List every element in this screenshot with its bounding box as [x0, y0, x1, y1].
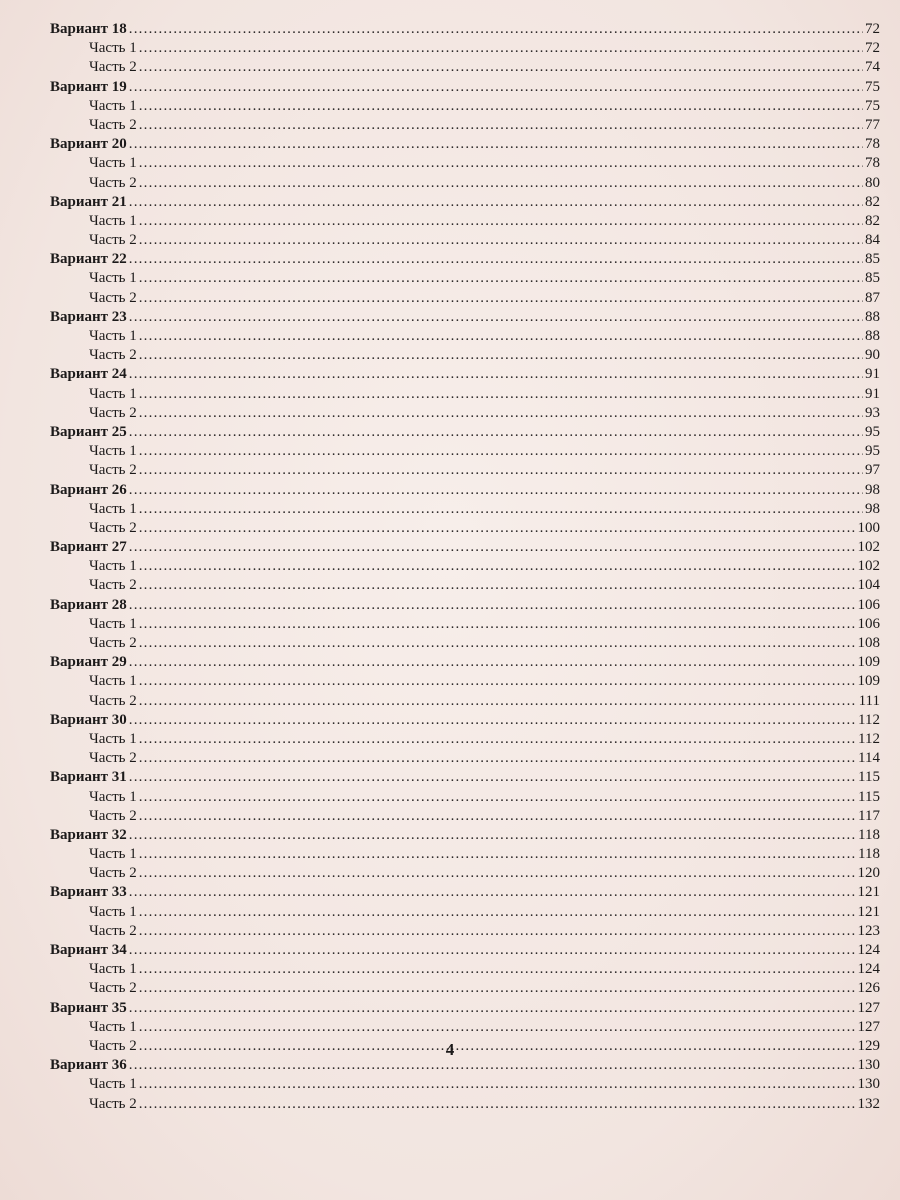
toc-entry-page: 111: [858, 692, 880, 709]
toc-entry-label: Часть 1: [89, 40, 137, 57]
toc-entry-part: [50, 212, 880, 231]
toc-entry-page: 72: [865, 21, 880, 37]
toc-entry-part: [50, 788, 880, 807]
toc-entry-label: Вариант 35: [50, 999, 127, 1016]
dot-leader: [129, 135, 863, 154]
toc-entry-variant: [50, 653, 880, 672]
page-number: 4: [445, 1040, 455, 1059]
toc-entry-page: 109: [857, 654, 880, 671]
toc-entry-label: Часть 1: [89, 155, 137, 172]
dot-leader: [129, 999, 856, 1018]
dot-leader: [139, 212, 863, 231]
toc-entry-label: Часть 1: [89, 1018, 137, 1035]
toc-entry-label: Вариант 21: [50, 193, 127, 210]
dot-leader: [139, 1095, 856, 1114]
dot-leader: [139, 864, 856, 883]
dot-leader: [129, 20, 863, 39]
toc-entry-part: [50, 1095, 880, 1114]
dot-leader: [129, 250, 863, 269]
toc-entry-page: 97: [865, 462, 880, 479]
toc-entry-label: Часть 2: [89, 922, 137, 939]
toc-entry-label: Часть 2: [89, 519, 137, 536]
dot-leader: [139, 807, 856, 826]
toc-entry-label: Вариант 28: [50, 596, 127, 613]
toc-entry-part: [50, 749, 880, 768]
toc-entry-variant: [50, 999, 880, 1018]
dot-leader: [139, 116, 863, 135]
dot-leader: [139, 1075, 856, 1094]
toc-entry-variant: [50, 883, 880, 902]
toc-entry-part: [50, 97, 880, 116]
dot-leader: [129, 193, 863, 212]
table-of-contents: [50, 20, 880, 1114]
toc-entry-label: Вариант 33: [50, 884, 127, 901]
toc-entry-label: Часть 1: [89, 788, 137, 805]
toc-entry-page: 118: [858, 826, 880, 843]
dot-leader: [139, 404, 863, 423]
dot-leader: [139, 289, 863, 308]
toc-entry-label: Вариант 26: [50, 481, 127, 498]
dot-leader: [129, 653, 856, 672]
dot-leader: [129, 768, 856, 787]
toc-entry-part: [50, 1075, 880, 1094]
dot-leader: [129, 711, 856, 730]
toc-entry-part: [50, 519, 880, 538]
toc-entry-page: 91: [865, 366, 880, 383]
toc-entry-page: 98: [865, 481, 880, 498]
toc-entry-page: 129: [857, 1037, 880, 1054]
toc-entry-label: Часть 2: [89, 807, 137, 824]
dot-leader: [139, 634, 856, 653]
toc-entry-variant: [50, 941, 880, 960]
toc-entry-label: Часть 1: [89, 212, 137, 229]
toc-entry-label: Часть 2: [89, 232, 137, 249]
toc-entry-part: [50, 730, 880, 749]
toc-entry-variant: [50, 250, 880, 269]
dot-leader: [139, 385, 863, 404]
dot-leader: [129, 941, 856, 960]
toc-entry-label: Часть 1: [89, 615, 137, 632]
toc-entry-page: 118: [858, 846, 880, 863]
toc-entry-label: Часть 2: [89, 750, 137, 767]
toc-entry-variant: [50, 365, 880, 384]
toc-entry-label: Часть 2: [89, 116, 137, 133]
toc-entry-label: Вариант 18: [50, 21, 127, 37]
dot-leader: [139, 327, 863, 346]
toc-entry-part: [50, 864, 880, 883]
dot-leader: [139, 692, 857, 711]
toc-entry-label: Часть 1: [89, 903, 137, 920]
toc-entry-page: 106: [857, 596, 880, 613]
dot-leader: [139, 922, 856, 941]
toc-entry-page: 91: [865, 385, 880, 402]
toc-entry-label: Часть 2: [89, 59, 137, 76]
toc-entry-label: Вариант 27: [50, 539, 127, 556]
toc-entry-part: [50, 442, 880, 461]
toc-entry-page: 124: [857, 961, 880, 978]
toc-entry-label: Часть 2: [89, 289, 137, 306]
toc-entry-label: Часть 1: [89, 97, 137, 114]
dot-leader: [139, 231, 863, 250]
toc-entry-page: 72: [865, 40, 880, 57]
toc-entry-page: 130: [857, 1057, 880, 1074]
toc-entry-part: [50, 845, 880, 864]
toc-entry-page: 100: [857, 519, 880, 536]
toc-entry-label: Вариант 36: [50, 1057, 127, 1074]
toc-entry-label: Часть 1: [89, 385, 137, 402]
toc-entry-variant: [50, 423, 880, 442]
toc-entry-page: 132: [857, 1095, 880, 1112]
toc-entry-label: Часть 1: [89, 961, 137, 978]
dot-leader: [139, 154, 863, 173]
dot-leader: [139, 557, 856, 576]
toc-entry-label: Часть 2: [89, 980, 137, 997]
toc-entry-label: Вариант 20: [50, 136, 127, 153]
dot-leader: [139, 269, 863, 288]
toc-entry-part: [50, 231, 880, 250]
toc-entry-page: 121: [857, 884, 880, 901]
toc-entry-page: 124: [857, 942, 880, 958]
toc-entry-page: 123: [857, 922, 880, 939]
toc-entry-variant: [50, 768, 880, 787]
dot-leader: [139, 576, 856, 595]
toc-entry-page: 102: [857, 539, 880, 556]
toc-entry-part: [50, 154, 880, 173]
dot-leader: [139, 788, 856, 807]
dot-leader: [129, 596, 856, 615]
dot-leader: [139, 442, 863, 461]
toc-entry-label: Часть 2: [89, 635, 137, 651]
toc-entry-label: Часть 1: [89, 730, 137, 747]
toc-entry-page: 78: [865, 155, 880, 172]
dot-leader: [139, 346, 863, 365]
toc-entry-page: 117: [858, 807, 880, 824]
toc-entry-part: [50, 557, 880, 576]
toc-entry-part: [50, 634, 880, 653]
toc-entry-part: [50, 500, 880, 519]
toc-entry-label: Часть 1: [89, 500, 137, 517]
toc-entry-part: [50, 174, 880, 193]
toc-entry-label: Вариант 22: [50, 251, 127, 268]
toc-entry-label: Вариант 24: [50, 366, 127, 383]
dot-leader: [139, 903, 856, 922]
toc-entry-part: [50, 116, 880, 135]
dot-leader: [139, 500, 863, 519]
dot-leader: [139, 730, 856, 749]
toc-entry-label: Вариант 32: [50, 826, 127, 843]
toc-entry-page: 95: [865, 443, 880, 460]
toc-entry-variant: [50, 596, 880, 615]
toc-entry-page: 82: [865, 193, 880, 210]
toc-entry-part: [50, 576, 880, 595]
toc-entry-page: 82: [865, 212, 880, 229]
toc-entry-label: Часть 2: [89, 174, 137, 191]
dot-leader: [139, 979, 856, 998]
toc-entry-label: Часть 1: [89, 673, 137, 690]
toc-entry-part: [50, 404, 880, 423]
toc-entry-page: 102: [857, 558, 880, 575]
toc-entry-label: Вариант 25: [50, 423, 127, 440]
toc-entry-part: [50, 58, 880, 77]
toc-entry-part: [50, 289, 880, 308]
toc-entry-page: 108: [857, 635, 880, 651]
toc-entry-variant: [50, 826, 880, 845]
dot-leader: [129, 826, 856, 845]
toc-entry-label: Часть 1: [89, 558, 137, 575]
toc-entry-variant: [50, 193, 880, 212]
dot-leader: [129, 78, 863, 97]
toc-entry-page: 126: [857, 980, 880, 997]
dot-leader: [139, 749, 856, 768]
toc-entry-part: [50, 922, 880, 941]
toc-entry-part: [50, 615, 880, 634]
toc-entry-page: 75: [865, 97, 880, 114]
dot-leader: [129, 365, 863, 384]
toc-entry-page: 120: [857, 865, 880, 882]
dot-leader: [139, 615, 856, 634]
dot-leader: [139, 461, 863, 480]
toc-entry-label: Часть 2: [89, 404, 137, 421]
toc-entry-part: [50, 692, 880, 711]
toc-entry-page: 85: [865, 251, 880, 268]
toc-entry-variant: [50, 481, 880, 500]
toc-entry-page: 78: [865, 136, 880, 153]
toc-entry-part: [50, 903, 880, 922]
toc-entry-label: Часть 2: [89, 577, 137, 594]
toc-entry-label: Вариант 30: [50, 711, 127, 728]
toc-entry-label: Часть 2: [89, 462, 137, 479]
dot-leader: [129, 883, 856, 902]
dot-leader: [139, 519, 856, 538]
toc-entry-label: Вариант 31: [50, 769, 127, 786]
toc-entry-label: Часть 2: [89, 865, 137, 882]
toc-entry-page: 112: [858, 711, 880, 728]
toc-entry-page: 88: [865, 328, 880, 344]
toc-entry-part: [50, 346, 880, 365]
dot-leader: [139, 672, 856, 691]
toc-entry-page: 77: [865, 116, 880, 133]
dot-leader: [139, 174, 863, 193]
toc-entry-label: Часть 2: [89, 692, 137, 709]
toc-entry-label: Вариант 29: [50, 654, 127, 671]
toc-entry-label: Часть 1: [89, 270, 137, 287]
toc-entry-label: Часть 1: [89, 328, 137, 344]
toc-entry-page: 84: [865, 232, 880, 249]
toc-entry-page: 130: [857, 1076, 880, 1093]
dot-leader: [129, 423, 863, 442]
toc-entry-variant: [50, 308, 880, 327]
toc-entry-page: 104: [857, 577, 880, 594]
dot-leader: [129, 538, 856, 557]
toc-entry-page: 127: [857, 1018, 880, 1035]
toc-entry-part: [50, 385, 880, 404]
toc-entry-page: 115: [858, 788, 880, 805]
toc-entry-label: Вариант 34: [50, 942, 127, 958]
toc-entry-page: 127: [857, 999, 880, 1016]
toc-entry-page: 88: [865, 308, 880, 325]
dot-leader: [139, 58, 863, 77]
toc-entry-page: 112: [858, 730, 880, 747]
toc-entry-page: 74: [865, 59, 880, 76]
toc-entry-label: Часть 1: [89, 1076, 137, 1093]
toc-entry-page: 121: [857, 903, 880, 920]
dot-leader: [139, 97, 863, 116]
toc-entry-label: Вариант 19: [50, 78, 127, 95]
toc-entry-part: [50, 327, 880, 346]
toc-entry-variant: [50, 135, 880, 154]
toc-entry-variant: [50, 78, 880, 97]
toc-entry-part: [50, 1018, 880, 1037]
toc-entry-page: 80: [865, 174, 880, 191]
toc-entry-page: 93: [865, 404, 880, 421]
toc-entry-part: [50, 39, 880, 58]
toc-entry-page: 106: [857, 615, 880, 632]
toc-entry-variant: [50, 538, 880, 557]
toc-entry-label: Вариант 23: [50, 308, 127, 325]
toc-entry-variant: [50, 20, 880, 39]
toc-entry-variant: [50, 711, 880, 730]
dot-leader: [129, 481, 863, 500]
toc-entry-part: [50, 672, 880, 691]
toc-entry-label: Часть 2: [89, 1095, 137, 1112]
toc-entry-page: 98: [865, 500, 880, 517]
toc-entry-part: [50, 979, 880, 998]
toc-entry-page: 75: [865, 78, 880, 95]
toc-entry-page: 109: [857, 673, 880, 690]
toc-entry-label: Часть 2: [89, 347, 137, 364]
toc-entry-page: 87: [865, 289, 880, 306]
toc-entry-part: [50, 960, 880, 979]
toc-entry-page: 114: [858, 750, 880, 767]
toc-entry-page: 90: [865, 347, 880, 364]
toc-entry-part: [50, 807, 880, 826]
toc-entry-part: [50, 269, 880, 288]
toc-entry-label: Часть 1: [89, 443, 137, 460]
dot-leader: [129, 308, 863, 327]
dot-leader: [139, 1018, 856, 1037]
toc-entry-page: 95: [865, 423, 880, 440]
toc-entry-label: Часть 1: [89, 846, 137, 863]
dot-leader: [139, 960, 856, 979]
toc-entry-part: [50, 461, 880, 480]
toc-entry-page: 115: [858, 769, 880, 786]
dot-leader: [139, 39, 863, 58]
toc-entry-label: Часть 2: [89, 1037, 137, 1054]
dot-leader: [139, 845, 856, 864]
toc-entry-page: 85: [865, 270, 880, 287]
